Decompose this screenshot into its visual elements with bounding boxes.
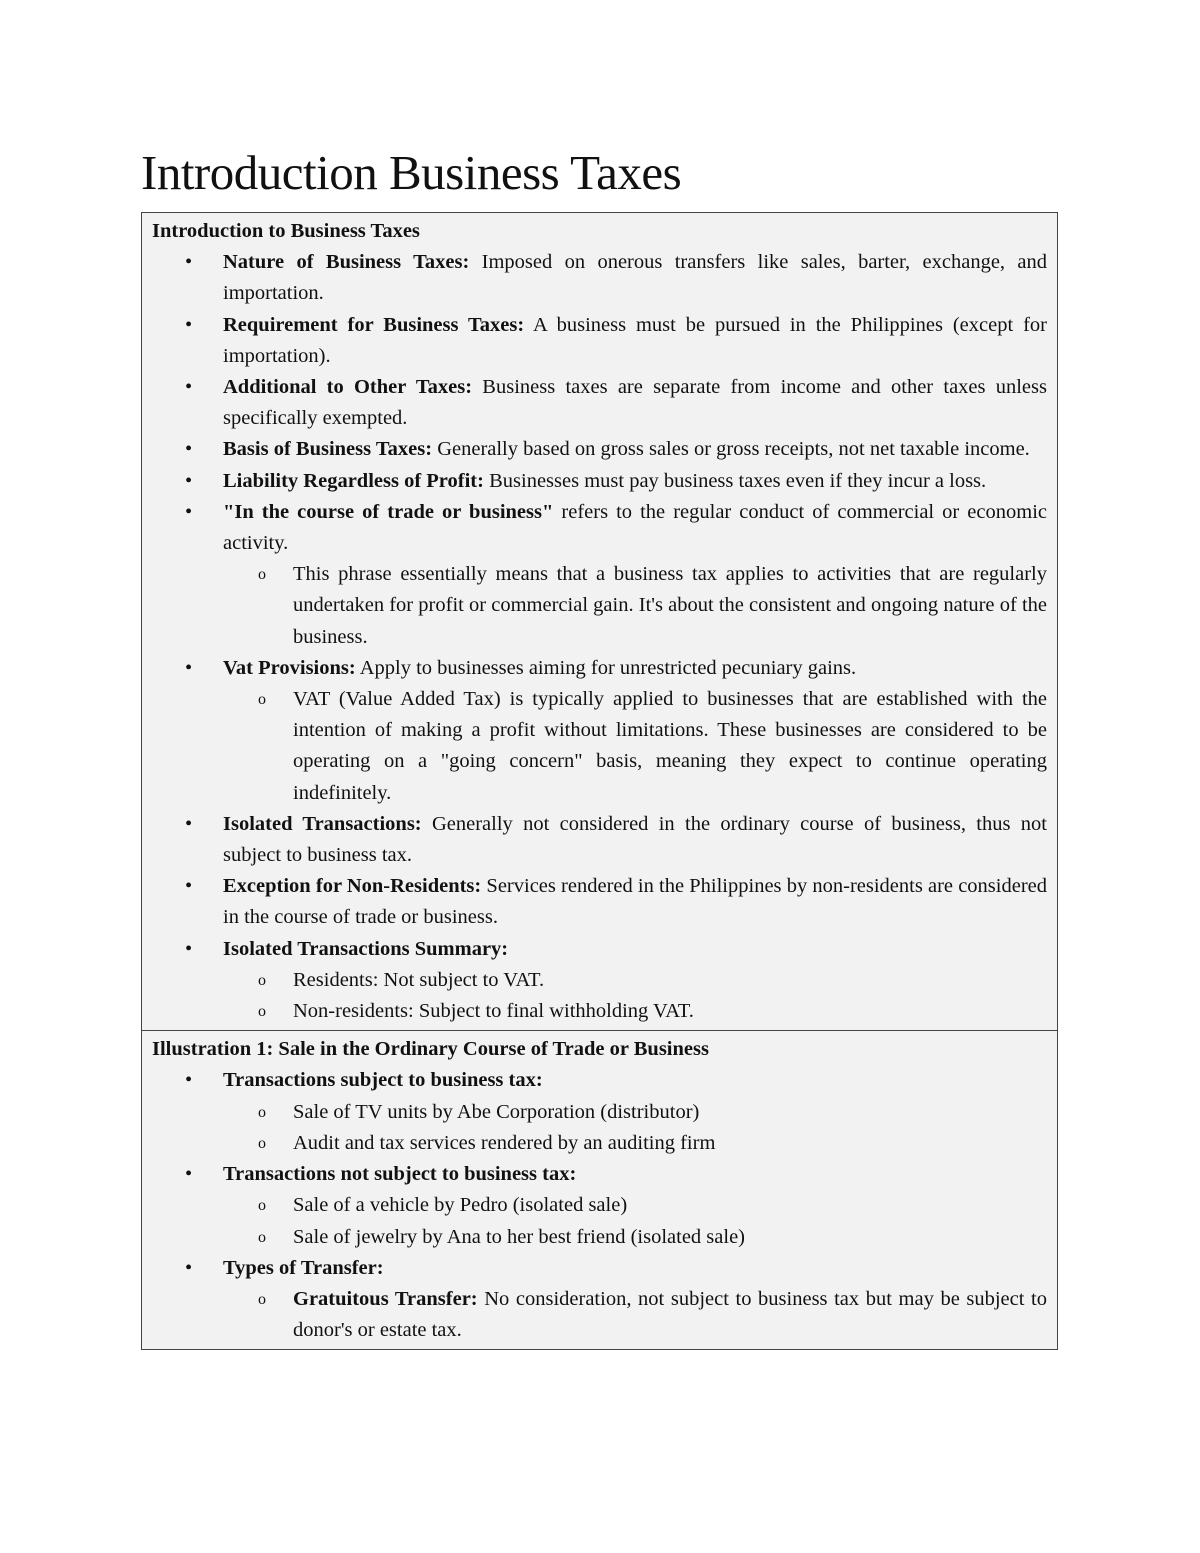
- sub-item-text: No consideration, not subject to business tax but may be subject to donor's or estate tax.: [293, 1287, 1047, 1342]
- sub-list-item: [152, 1284, 1047, 1346]
- list-item: [152, 372, 1047, 434]
- list-item: [152, 871, 1047, 933]
- sub-list-item: [152, 684, 1047, 809]
- item-text: Services rendered in the Philippines by non-residents are considered in the course of trade or business.: [223, 875, 1047, 929]
- item-text: Generally not considered in the ordinary course of business, thus not subject to business tax.: [223, 812, 1047, 867]
- page-title: Introduction Business Taxes: [141, 145, 682, 200]
- item-label: "In the course of trade or business": [223, 500, 554, 523]
- sub-item-text: Audit and tax services rendered by an auditing firm: [293, 1131, 716, 1154]
- item-label: Transactions subject to business tax:: [223, 1069, 543, 1092]
- sub-list-item: [152, 1222, 1047, 1253]
- sub-item-text: Non-residents: Subject to final withholding VAT.: [293, 1000, 694, 1023]
- item-label: Exception for Non-Residents:: [223, 875, 482, 898]
- item-label: Isolated Transactions Summary:: [223, 937, 509, 960]
- sub-list-item: [152, 1128, 1047, 1159]
- sub-item-text: This phrase essentially means that a business tax applies to activities that are regularly undertaken for profit or commercial gain. It's about the consistent and ongoing nature of the business.: [293, 563, 1047, 648]
- item-label: Requirement for Business Taxes:: [223, 313, 525, 336]
- item-label: Vat Provisions:: [223, 656, 356, 679]
- bullet-list: [152, 1065, 1047, 1346]
- bullet-list: [152, 247, 1047, 1027]
- item-text: A business must be pursued in the Philippines (except for importation).: [223, 313, 1047, 367]
- item-label: Liability Regardless of Profit:: [223, 469, 484, 492]
- list-item: [152, 310, 1047, 372]
- item-text: Apply to businesses aiming for unrestricted pecuniary gains.: [355, 656, 857, 679]
- sub-list-item: [152, 1190, 1047, 1221]
- item-label: Transactions not subject to business tax:: [223, 1163, 577, 1186]
- list-item: [152, 1065, 1047, 1096]
- list-item: [152, 434, 1047, 465]
- list-item: [152, 1253, 1047, 1284]
- sub-item-label: Gratuitous Transfer:: [293, 1287, 478, 1310]
- sub-item-text: Sale of a vehicle by Pedro (isolated sale): [293, 1194, 628, 1217]
- list-item: [152, 497, 1047, 559]
- section-heading: Illustration 1: Sale in the Ordinary Course of Trade or Business: [152, 1038, 709, 1061]
- sub-list-item: [152, 1097, 1047, 1128]
- sub-list-item: [152, 559, 1047, 653]
- sub-list-item: [152, 965, 1047, 996]
- item-label: Additional to Other Taxes:: [223, 376, 473, 399]
- item-text: Business taxes are separate from income and other taxes unless specifically exempted.: [223, 376, 1047, 430]
- list-item: [152, 934, 1047, 965]
- list-item: [152, 809, 1047, 871]
- sub-item-text: Residents: Not subject to VAT.: [293, 968, 545, 991]
- sub-item-text: Sale of jewelry by Ana to her best friend (isolated sale): [293, 1225, 745, 1248]
- item-text: Imposed on onerous transfers like sales, barter, exchange, and importation.: [223, 251, 1047, 305]
- item-label: Basis of Business Taxes:: [223, 438, 433, 461]
- content-table: [141, 212, 1058, 1350]
- list-item: [152, 653, 1047, 684]
- item-label: Isolated Transactions:: [223, 812, 422, 835]
- list-item: [152, 466, 1047, 497]
- list-item: [152, 247, 1047, 309]
- item-text: Generally based on gross sales or gross receipts, not net taxable income.: [432, 438, 1030, 461]
- sub-item-text: Sale of TV units by Abe Corporation (distributor): [293, 1100, 700, 1123]
- section-heading: Introduction to Business Taxes: [152, 220, 420, 242]
- item-text: refers to the regular conduct of commercial or economic activity.: [223, 500, 1047, 555]
- sub-item-text: VAT (Value Added Tax) is typically applied to businesses that are established with the intention of making a profit without limitations. These businesses are considered to be operating on a "going concern" basis, meaning they expect to continue operating indefinitely.: [293, 688, 1047, 804]
- item-label: Nature of Business Taxes:: [223, 251, 470, 274]
- table-section: [142, 1030, 1057, 1349]
- item-text: Businesses must pay business taxes even if they incur a loss.: [483, 469, 987, 492]
- list-item: [152, 1159, 1047, 1190]
- table-section: [142, 213, 1057, 1030]
- sub-list-item: [152, 996, 1047, 1027]
- item-label: Types of Transfer:: [223, 1256, 384, 1279]
